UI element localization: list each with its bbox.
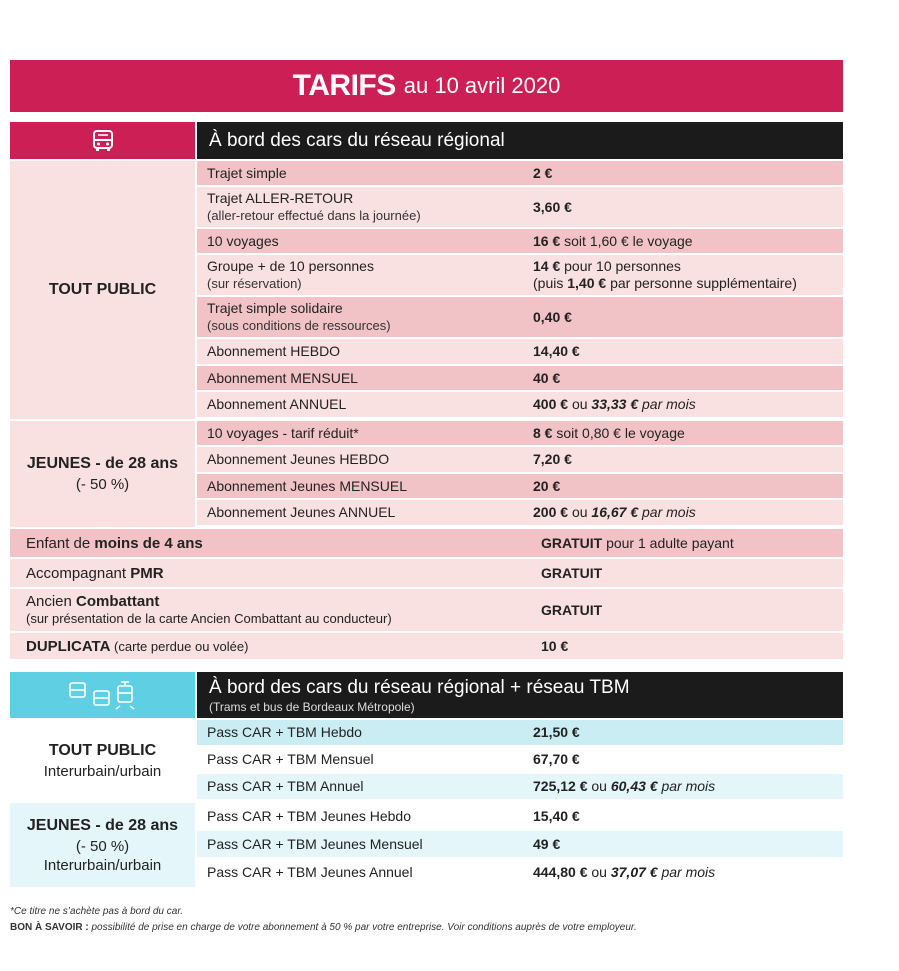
row-name: Pass CAR + TBM Jeunes Hebdo	[207, 807, 412, 824]
jeunes-rows	[197, 421, 843, 527]
table-row	[197, 447, 843, 474]
row-name-strong: Combattant	[76, 593, 160, 610]
row-name: Abonnement ANNUEL	[207, 396, 347, 412]
row-name-cell	[197, 190, 523, 224]
table-row	[197, 339, 843, 366]
row-name: Pass CAR + TBM Jeunes Annuel	[207, 863, 413, 880]
jeunes-sub: (- 50 %)	[75, 476, 130, 493]
bus-tram-icon	[68, 680, 138, 710]
tout-public-label: TOUT PUBLIC	[48, 281, 157, 298]
tout-public-label-cell	[10, 161, 195, 419]
table-row	[10, 589, 843, 633]
row-note: (sur présentation de la carte Ancien Combattant au conducteur)	[26, 611, 392, 626]
row-price: 200 €	[533, 504, 569, 520]
row-name: Trajet ALLER-RETOUR	[207, 190, 354, 206]
row-price: 67,70 €	[533, 751, 580, 767]
row-note: (aller-retour effectué dans la journée)	[207, 208, 421, 223]
row-price-detail: ou	[591, 778, 607, 794]
table-row	[197, 297, 843, 339]
tbm-jeunes-rows	[197, 803, 843, 887]
row-price: 725,12 €	[533, 778, 588, 794]
row-price-detail: ou	[571, 396, 588, 412]
row-price: 2 €	[533, 164, 553, 181]
row-name: Trajet simple solidaire	[207, 300, 343, 316]
row-price-extra: 1,40 €	[567, 275, 607, 291]
row-price: 8 €	[533, 424, 553, 441]
row-name-strong: PMR	[130, 564, 164, 582]
tbm-tout-public-label-cell	[10, 720, 195, 801]
row-price: 40 €	[533, 369, 561, 386]
row-price: 10 €	[541, 638, 569, 654]
table-row	[10, 559, 843, 589]
tbm-header-subtext: (Trams et bus de Bordeaux Métropole)	[209, 699, 415, 714]
row-name: Ancien	[26, 593, 77, 610]
bon-a-savoir-text: possibilité de prise en charge de votre abonnement à 50 % par votre entreprise. Voir conditions auprès de votre employeur.	[91, 922, 637, 933]
row-price: GRATUIT	[541, 535, 603, 551]
row-name-cell	[197, 258, 523, 292]
title-date: au 10 avril 2020	[403, 73, 561, 98]
tbm-jeunes-label: JEUNES - de 28 ans	[26, 816, 179, 834]
row-note: (sur réservation)	[207, 276, 302, 291]
row-name-strong: DUPLICATA	[26, 637, 111, 655]
table-row	[197, 859, 843, 887]
row-name-strong: moins de 4 ans	[94, 534, 203, 552]
table-row	[197, 255, 843, 297]
row-price-detail: soit 0,80 € le voyage	[556, 424, 685, 441]
row-price-cell	[523, 425, 843, 442]
row-name: Pass CAR + TBM Jeunes Mensuel	[207, 835, 423, 852]
table-row	[197, 803, 843, 831]
row-price: 3,60 €	[533, 198, 572, 215]
row-price-cell	[523, 504, 843, 521]
row-price-monthly: 60,43 €	[610, 778, 658, 794]
table-row	[197, 366, 843, 392]
row-note: (sous conditions de ressources)	[207, 318, 391, 333]
table-row	[197, 747, 843, 774]
other-rows	[10, 529, 843, 661]
row-price: 14 €	[533, 258, 561, 274]
title-banner	[10, 60, 843, 112]
row-name: Groupe + de 10 personnes	[207, 258, 374, 274]
regional-header-text: À bord des cars du réseau régional	[209, 129, 505, 151]
row-name: Abonnement MENSUEL	[207, 369, 358, 386]
tout-public-rows	[197, 161, 843, 419]
regional-header-title	[197, 122, 843, 159]
row-price-cell	[523, 396, 843, 413]
row-price-cell	[523, 864, 843, 881]
row-name: Pass CAR + TBM Hebdo	[207, 724, 362, 740]
table-row	[197, 229, 843, 255]
row-name: Abonnement Jeunes MENSUEL	[207, 477, 407, 494]
row-price: 7,20 €	[533, 451, 572, 467]
bon-a-savoir	[10, 922, 637, 933]
table-row	[197, 392, 843, 419]
row-name-cell	[10, 565, 531, 582]
tbm-jeunes-sub2: Interurbain/urbain	[43, 856, 162, 874]
row-name: Abonnement Jeunes ANNUEL	[207, 504, 396, 520]
table-row	[10, 633, 843, 661]
row-price: 400 €	[533, 396, 569, 412]
jeunes-label-cell	[10, 421, 195, 527]
table-row	[197, 421, 843, 447]
tbm-header	[10, 672, 843, 718]
row-price-detail: par mois	[642, 396, 696, 412]
row-price-detail: par mois	[642, 504, 696, 520]
tbm-section	[10, 672, 843, 887]
tbm-jeunes-label-cell	[10, 803, 195, 887]
row-price: 16 €	[533, 232, 561, 249]
row-price: GRATUIT	[541, 565, 603, 581]
row-price: 15,40 €	[533, 807, 580, 824]
row-price: 49 €	[533, 835, 561, 852]
regional-section	[10, 122, 843, 661]
title-main: TARIFS	[292, 69, 396, 102]
tbm-header-title	[197, 672, 843, 718]
row-name: 10 voyages	[207, 232, 279, 249]
row-price-detail: par mois	[661, 863, 716, 880]
row-name: Accompagnant	[26, 564, 131, 582]
row-note: (carte perdue ou volée)	[110, 638, 249, 654]
row-name: Abonnement HEBDO	[207, 343, 341, 359]
row-price-monthly: 33,33 €	[591, 396, 639, 412]
row-name: Trajet simple	[207, 164, 287, 181]
row-price-detail: soit 1,60 € le voyage	[564, 232, 693, 249]
row-name: Enfant de	[26, 534, 95, 552]
table-row	[10, 529, 843, 559]
bus-icon	[92, 129, 114, 153]
row-name: Pass CAR + TBM Annuel	[207, 778, 364, 794]
row-price-detail: par mois	[661, 778, 716, 794]
row-price-detail: (puis	[533, 275, 564, 291]
row-name: Abonnement Jeunes HEBDO	[207, 451, 390, 467]
row-price-cell	[531, 535, 843, 551]
row-price: 20 €	[533, 477, 561, 494]
tbm-tout-public-block	[10, 720, 843, 801]
tbm-jeunes-block	[10, 803, 843, 887]
table-row	[197, 774, 843, 801]
row-price-cell	[523, 258, 843, 292]
row-name: 10 voyages - tarif réduit*	[207, 424, 359, 441]
tout-public-block	[10, 161, 843, 419]
row-price: 14,40 €	[533, 343, 580, 359]
tbm-header-text: À bord des cars du réseau régional + réseau TBM	[209, 676, 630, 698]
footnote: *Ce titre ne s’achète pas à bord du car.	[10, 906, 184, 917]
table-row	[197, 474, 843, 500]
table-row	[197, 500, 843, 527]
regional-header	[10, 122, 843, 159]
row-price-cell	[523, 233, 843, 250]
row-price: 444,80 €	[533, 863, 588, 880]
regional-icon-cell	[10, 122, 195, 159]
row-price: 21,50 €	[533, 724, 580, 740]
row-price: GRATUIT	[541, 602, 603, 618]
tbm-tout-public-rows	[197, 720, 843, 801]
row-price-monthly: 16,67 €	[591, 504, 639, 520]
jeunes-block	[10, 421, 843, 527]
row-price-monthly: 37,07 €	[610, 863, 658, 880]
bon-a-savoir-label: BON À SAVOIR :	[10, 922, 89, 933]
row-price-detail: ou	[591, 863, 607, 880]
tbm-tout-public-sub: Interurbain/urbain	[43, 762, 162, 780]
row-name-cell	[10, 593, 531, 627]
table-row	[197, 831, 843, 859]
row-price: 0,40 €	[533, 308, 572, 325]
row-name-cell	[197, 300, 523, 334]
table-row	[197, 187, 843, 229]
table-row	[197, 161, 843, 187]
row-price-detail: pour 10 personnes	[564, 258, 681, 274]
tbm-jeunes-sub: (- 50 %)	[75, 837, 130, 855]
row-name: Pass CAR + TBM Mensuel	[207, 751, 374, 767]
tbm-icon-cell	[10, 672, 195, 718]
row-name-cell	[10, 638, 531, 655]
tbm-tout-public-label: TOUT PUBLIC	[48, 741, 157, 759]
row-name-cell	[10, 535, 531, 552]
jeunes-label: JEUNES - de 28 ans	[26, 455, 179, 472]
table-row	[197, 720, 843, 747]
row-price-detail: ou	[571, 504, 588, 520]
row-price-detail: par personne supplémentaire)	[610, 275, 797, 291]
row-price-detail: pour 1 adulte payant	[606, 535, 734, 551]
row-price-cell	[523, 778, 843, 795]
